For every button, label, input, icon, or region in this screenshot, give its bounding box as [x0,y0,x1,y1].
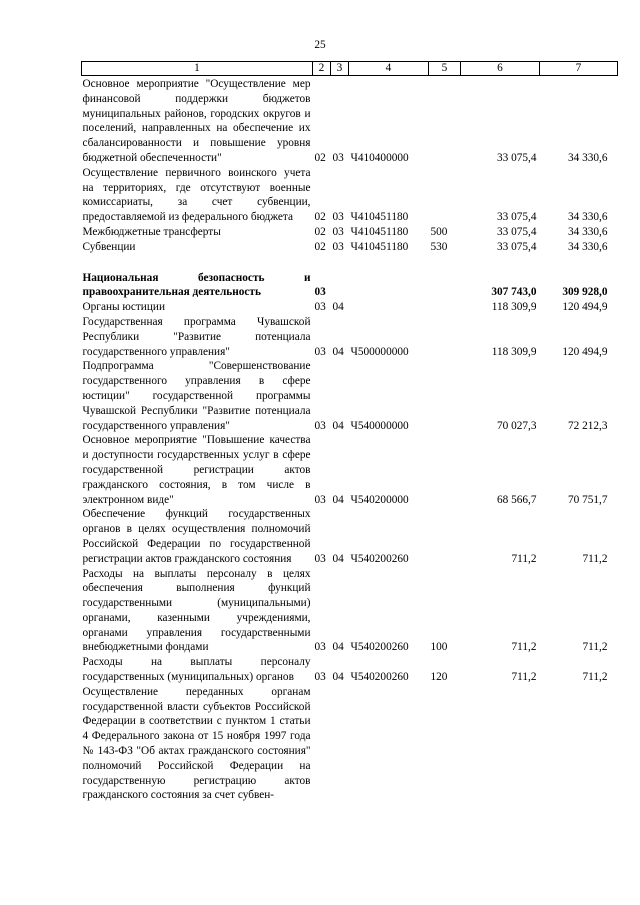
row-subsection: 04 [332,552,344,565]
table-header-row [82,62,618,76]
row-target-article: Ч410451180 [350,211,409,224]
row-section: 03 [314,552,326,565]
row-section: 03 [314,286,326,299]
row-amount-year2: 34 330,6 [567,151,608,164]
column-header-4: 4 [349,62,429,76]
row-amount-year2: 34 330,6 [567,211,608,224]
row-name: Национальная безопасность и правоохранительная деятельность [82,271,311,299]
row-amount-year1: 33 075,4 [496,151,537,164]
row-name: Осуществление переданных органам государственной власти субъектов Российской Федерации в соответствии с пунктом 1 статьи 4 Федерального закона от 15 ноября 1997 года № 143-ФЗ "Об актах гражданского состояния" полномочий Российской Федерации на государственную регистрацию актов гражданского состояния за счет субвен- [82,685,311,802]
row-amount-year1: 33 075,4 [496,211,537,224]
row-section: 03 [314,301,326,314]
row-target-article: Ч540000000 [350,419,409,432]
row-name: Субвенции [82,240,136,253]
table-body [82,76,618,804]
row-subsection: 04 [332,301,344,314]
row-subsection: 04 [332,419,344,432]
column-header-2: 2 [313,62,331,76]
row-section: 02 [314,151,326,164]
table-row [82,300,618,315]
table-row [82,240,618,255]
row-amount-year1: 711,2 [511,671,537,684]
row-amount-year2: 34 330,6 [567,240,608,253]
row-section: 03 [314,641,326,654]
row-subsection [331,685,349,803]
row-amount-year2: 34 330,6 [567,225,608,238]
table-row [82,655,618,685]
row-expense-type [429,300,461,315]
row-amount-year2: 309 928,0 [562,286,608,299]
column-header-7: 7 [540,62,618,76]
table-row [82,315,618,359]
row-expense-type: 530 [430,240,448,253]
row-expense-type [429,271,461,301]
row-target-article [349,300,429,315]
row-target-article: Ч410451180 [350,225,409,238]
row-amount-year1: 33 075,4 [496,240,537,253]
row-expense-type [429,433,461,507]
row-amount-year1: 711,2 [511,641,537,654]
row-amount-year2: 120 494,9 [562,345,608,358]
row-name: Расходы на выплаты персоналу в целях обеспечения выполнения функций государственными (муниципальными) органами, казенными учреждениями, органами управления государственными внебюджетными фондами [82,567,311,654]
table-row [82,685,618,803]
row-name: Межбюджетные трансферты [82,225,221,238]
row-target-article: Ч540200260 [350,641,409,654]
row-amount-year1: 711,2 [511,552,537,565]
column-header-6: 6 [461,62,540,76]
row-name: Основное мероприятие "Осуществление мер финансовой поддержки бюджетов муниципальных районов, городских округов и поселений, направленных на обеспечение их сбалансированности и повышение уровня бюджетной обеспеченности" [82,78,311,164]
row-amount-year2: 72 212,3 [567,419,608,432]
row-target-article [349,685,429,803]
row-expense-type [429,507,461,566]
row-name: Осуществление первичного воинского учета на территориях, где отсутствуют военные комиссариаты, за счет субвенции, предоставляемой из федерального бюджета [82,166,311,224]
table-row [82,76,618,166]
table-row [82,166,618,225]
row-expense-type [429,359,461,433]
row-section: 03 [314,345,326,358]
row-amount-year1 [461,685,540,803]
row-subsection: 04 [332,671,344,684]
row-section: 02 [314,225,326,238]
row-amount-year1: 68 566,7 [496,493,537,506]
row-subsection [331,271,349,301]
table-row [82,433,618,507]
row-subsection: 04 [332,641,344,654]
row-target-article: Ч540200000 [350,493,409,506]
row-expense-type: 500 [430,225,448,238]
page-number: 25 [314,39,326,51]
row-name: Расходы на выплаты персоналу государственных (муниципальных) органов [82,656,311,684]
row-amount-year2: 70 751,7 [567,493,608,506]
column-header-5: 5 [429,62,461,76]
row-name: Подпрограмма "Совершенствование государственного управления в сфере юстиции" государственной программы Чувашской Республики "Развитие потенциала государственного управления" [82,360,311,432]
row-amount-year1: 33 075,4 [496,225,537,238]
row-subsection: 03 [332,240,344,253]
table-row [82,567,618,656]
row-section: 02 [314,240,326,253]
budget-table [81,61,618,803]
row-section: 03 [314,493,326,506]
row-expense-type [429,166,461,225]
row-subsection: 04 [332,345,344,358]
row-target-article: Ч410451180 [350,240,409,253]
row-subsection: 03 [332,225,344,238]
table-row [82,271,618,301]
row-subsection: 04 [332,493,344,506]
row-target-article: Ч540200260 [350,552,409,565]
row-amount-year2: 711,2 [582,671,608,684]
row-target-article: Ч410400000 [350,151,409,164]
row-section [313,685,331,803]
row-subsection: 03 [332,151,344,164]
row-expense-type: 120 [430,671,448,684]
row-target-article: Ч540200260 [350,671,409,684]
table-row [82,359,618,433]
row-section: 03 [314,671,326,684]
row-section: 03 [314,419,326,432]
table-spacer-row [82,255,618,271]
row-target-article: Ч500000000 [350,345,409,358]
row-target-article [349,271,429,301]
row-amount-year1: 70 027,3 [496,419,537,432]
row-name: Органы юстиции [82,301,165,314]
column-header-3: 3 [331,62,349,76]
row-amount-year2: 120 494,9 [562,301,608,314]
row-expense-type [429,685,461,803]
table-row [82,225,618,240]
row-amount-year2 [540,685,618,803]
row-amount-year1: 307 743,0 [491,286,537,299]
row-expense-type [429,315,461,359]
row-name: Обеспечение функций государственных органов в целях осуществления полномочий Российской Федерации по государственной регистрации актов гражданского состояния [82,508,311,565]
column-header-1: 1 [82,62,313,76]
spacer-cell [82,255,618,271]
row-section: 02 [314,211,326,224]
row-expense-type: 100 [430,641,448,654]
row-amount-year2: 711,2 [582,641,608,654]
row-name: Государственная программа Чувашской Республики "Развитие потенциала государственного управления" [82,315,311,358]
table-row [82,507,618,566]
row-amount-year1: 118 309,9 [491,345,537,358]
row-amount-year2: 711,2 [582,552,608,565]
row-name: Основное мероприятие "Повышение качества и доступности государственных услуг в сфере государственной регистрации актов гражданского состояния, в том числе в электронном виде" [82,434,311,506]
row-amount-year1: 118 309,9 [491,301,537,314]
row-subsection: 03 [332,211,344,224]
row-expense-type [429,76,461,166]
